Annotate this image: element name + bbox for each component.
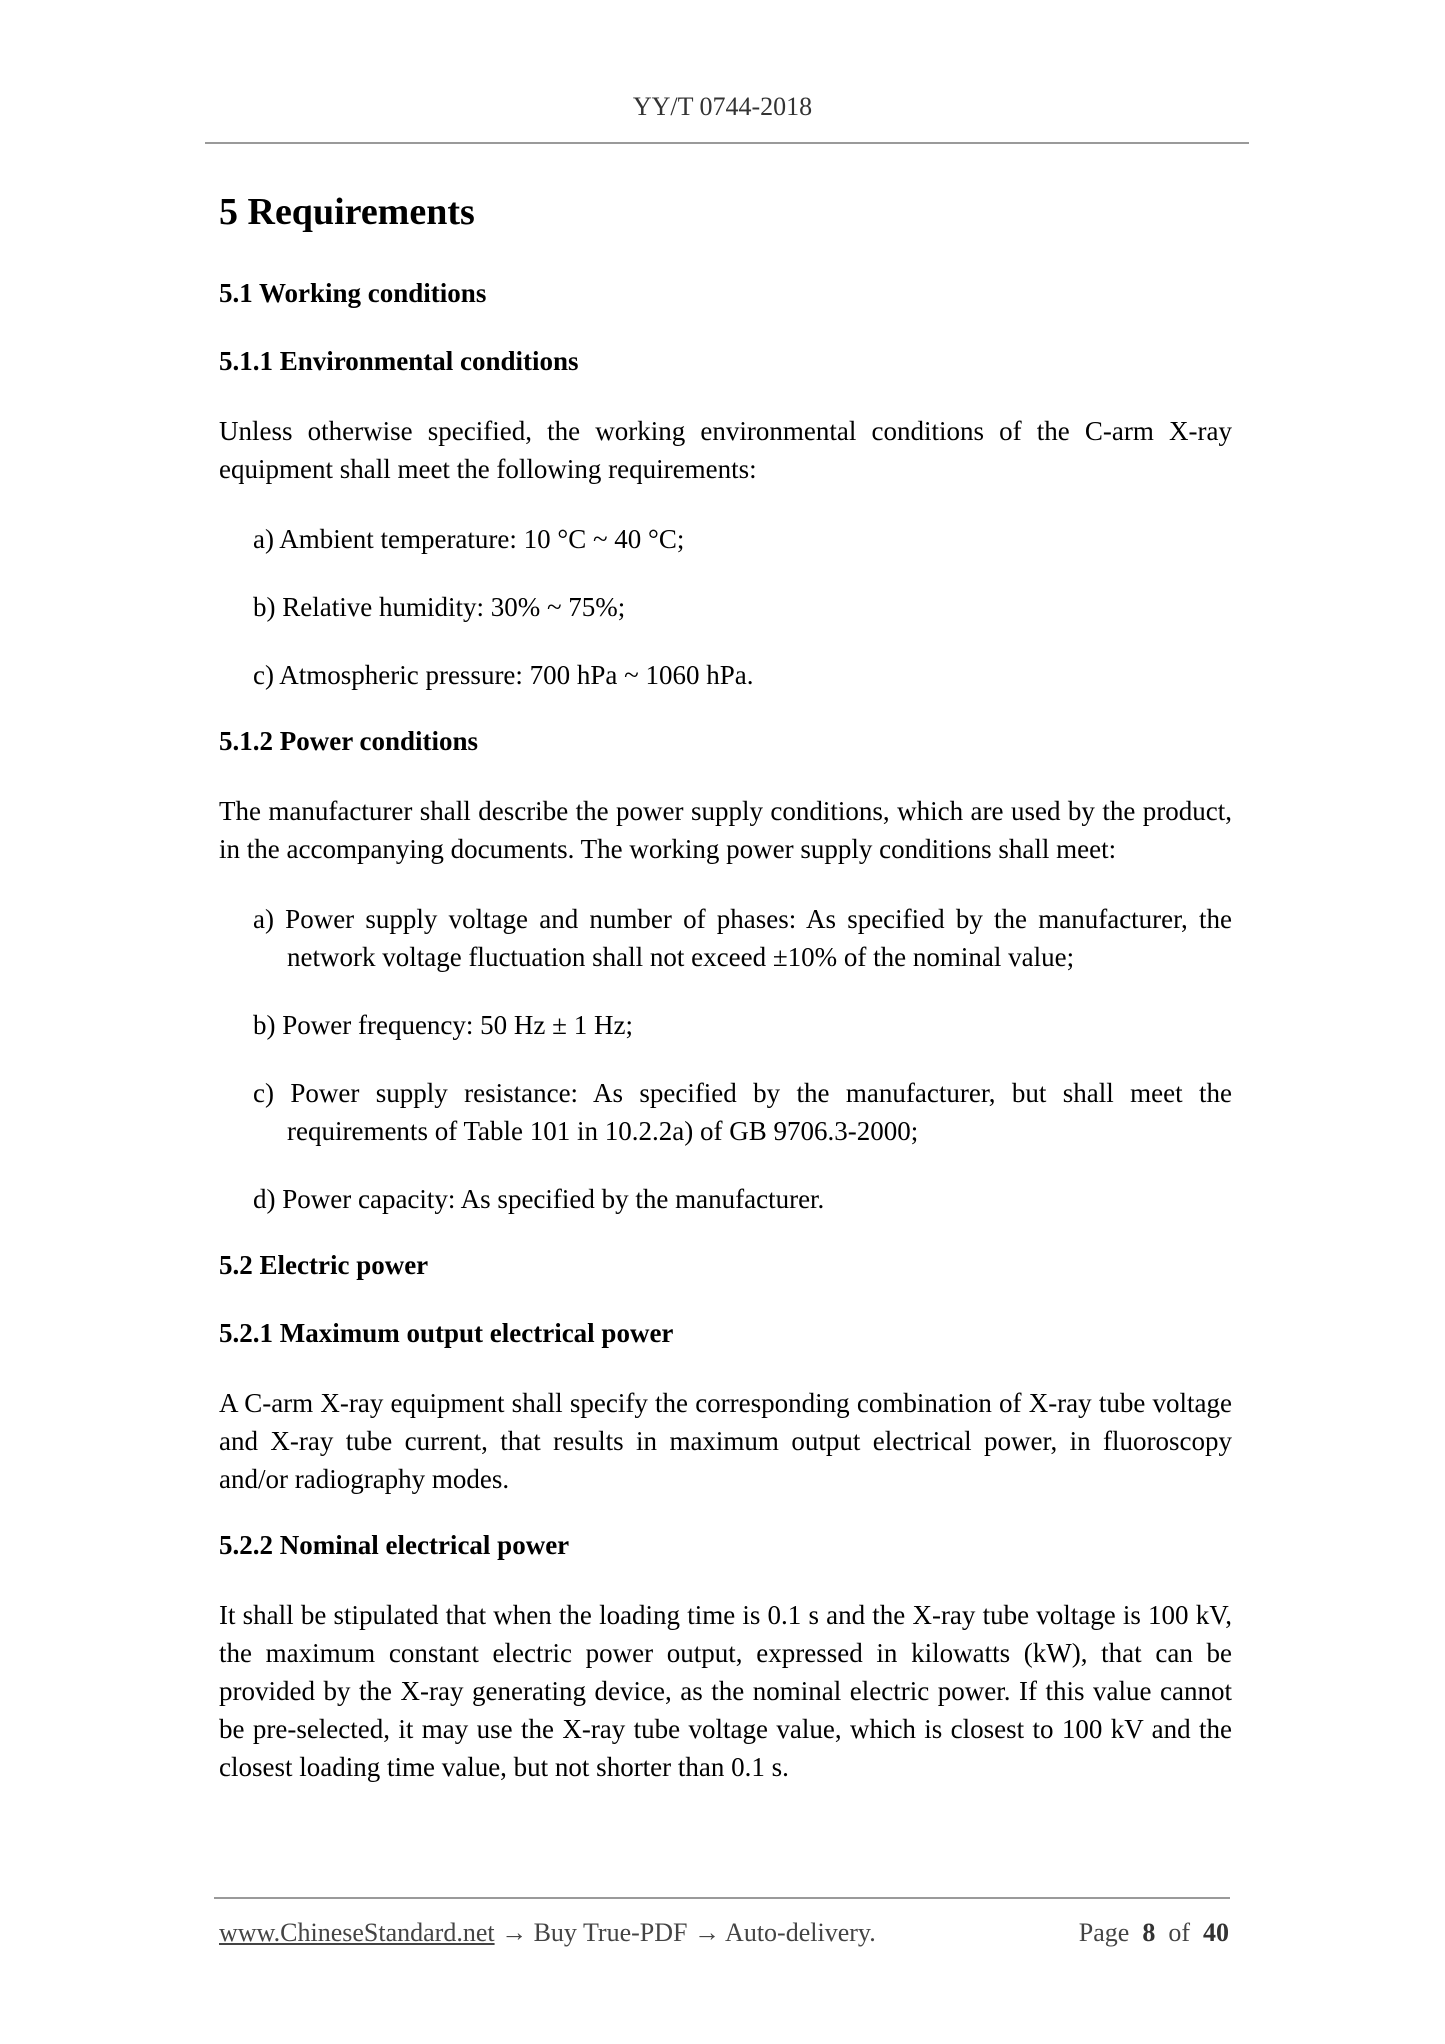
list-item: b) Power frequency: 50 Hz ± 1 Hz; [253, 1010, 633, 1040]
paragraph-nominal-power: It shall be stipulated that when the loading time is 0.1 s and the X-ray tube voltage is 100 kV, the maximum constant electric power output, expressed in kilowatts (kW), that can be provided by the X-ray generating device, as the nominal electric power. If this value cannot be pre-selected, it may use the X-ray tube voltage value, which is closest to 100 kV and the closest loading time value, but not shorter than 0.1 s. [219, 1600, 1232, 1782]
list-item: d) Power capacity: As specified by the manufacturer. [253, 1184, 825, 1214]
subsection-title-5-2: 5.2 Electric power [219, 1250, 429, 1280]
header-divider [205, 142, 1249, 144]
paragraph-power-intro: The manufacturer shall describe the power supply conditions, which are used by the product, in the accompanying documents. The working power supply conditions shall meet: [219, 796, 1232, 864]
page-current: 8 [1142, 1918, 1156, 1947]
footer-promo-text: → Buy True-PDF → Auto-delivery. [494, 1918, 876, 1947]
running-header: YY/T 0744-2018 [632, 92, 813, 121]
paragraph-max-output-power: A C-arm X-ray equipment shall specify the corresponding combination of X-ray tube voltage and X-ray tube current, that results in maximum output electrical power, in fluoroscopy and/or radiography modes. [219, 1388, 1232, 1494]
list-item: a) Power supply voltage and number of phases: As specified by the manufacturer, the network voltage fluctuation shall not exceed ±10% of the nominal value; [253, 904, 1232, 972]
paragraph-environmental-intro: Unless otherwise specified, the working environmental conditions of the C-arm X-ray equipment shall meet the following requirements: [219, 416, 1232, 484]
list-item: a) Ambient temperature: 10 °C ~ 40 °C; [253, 524, 685, 554]
section-title: 5 Requirements [219, 191, 475, 233]
list-item: c) Power supply resistance: As specified by the manufacturer, but shall meet the requirements of Table 101 in 10.2.2a) of GB 9706.3-2000; [253, 1078, 1232, 1146]
footer-promo [219, 1918, 876, 1948]
list-item: b) Relative humidity: 30% ~ 75%; [253, 592, 626, 622]
subsection-title-5-1-2: 5.1.2 Power conditions [219, 726, 479, 756]
list-item: c) Atmospheric pressure: 700 hPa ~ 1060 hPa. [253, 660, 754, 690]
subsection-title-5-1: 5.1 Working conditions [219, 278, 487, 308]
subsection-title-5-2-1: 5.2.1 Maximum output electrical power [219, 1318, 674, 1348]
footer-divider [214, 1897, 1230, 1899]
page-number: Page 8 of 40 [1078, 1918, 1229, 1947]
subsection-title-5-1-1: 5.1.1 Environmental conditions [219, 346, 579, 376]
website-link[interactable]: www.ChineseStandard.net [219, 1918, 495, 1947]
page-footer [219, 1918, 1229, 1948]
subsection-title-5-2-2: 5.2.2 Nominal electrical power [219, 1530, 570, 1560]
page-total: 40 [1203, 1918, 1229, 1947]
page-content [219, 188, 1232, 1786]
